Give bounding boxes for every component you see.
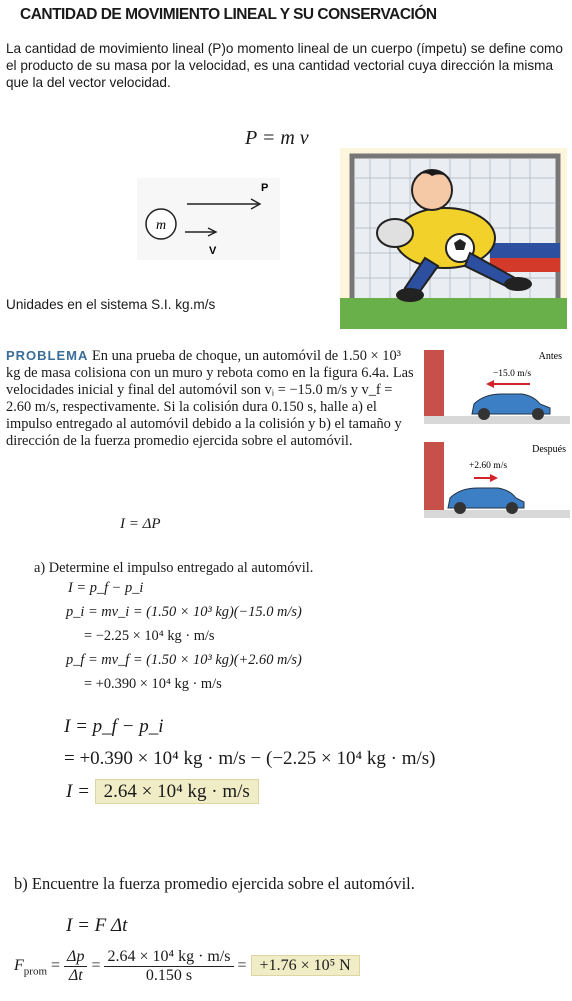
part-b-heading: b) Encuentre la fuerza promedio ejercida sobre el automóvil. bbox=[14, 874, 415, 893]
force-symbol: F bbox=[14, 957, 24, 975]
before-velocity: −15.0 m/s bbox=[492, 369, 532, 379]
problem-text: En una prueba de choque, un automóvil de 1.50 × 10³ kg de masa colisiona con un muro y rebota como en la figura 6.4a. Las velocidades inicial y final del automóvil son vᵢ = −15.0 m/s y v_f = 2.60 m/s, respectivamente. Si la colisión dura 0.150 s, halle a) el impulso entregado al automóvil debido a la colisión y b) el tamaño y dirección de la fuerza promedio ejercida sobre el automóvil. bbox=[6, 348, 414, 449]
problem-statement bbox=[6, 347, 414, 450]
wall-before bbox=[424, 350, 444, 422]
part-a-result: 2.64 × 10⁴ kg · m/s bbox=[95, 779, 259, 804]
part-a-heading: a) Determine el impulso entregado al automóvil. bbox=[34, 560, 314, 576]
crash-figure bbox=[422, 346, 570, 529]
part-a-line-1: I = p_f − p_i bbox=[68, 580, 144, 596]
crash-figure-svg bbox=[422, 346, 570, 529]
force-equation: $F_{prom}$ = $\frac{\Delta p}{\Delta t}$ = $\frac{\text{2.64 × 10⁴ kg · m/s}}{0.150 s}$ = +1.76 × 10⁵ N bbox=[14, 948, 360, 985]
problem-label: PROBLEMA bbox=[6, 348, 89, 363]
momentum-equation bbox=[245, 127, 309, 150]
momentum-equation-text: P = m v bbox=[245, 127, 309, 149]
part-a-line-4: p_f = mv_f = (1.50 × 10³ kg)(+2.60 m/s) bbox=[66, 652, 302, 668]
page-title: CANTIDAD DE MOVIMIENTO LINEAL Y SU CONSERVACIÓN bbox=[20, 6, 437, 23]
part-a-line-2: p_i = mv_i = (1.50 × 10³ kg)(−15.0 m/s) bbox=[66, 604, 302, 620]
goalkeeper-svg bbox=[340, 148, 567, 329]
part-a-line-5: = +0.390 × 10⁴ kg · m/s bbox=[84, 676, 222, 692]
before-label: Antes bbox=[538, 351, 562, 362]
fraction-values-den: 0.150 s bbox=[145, 967, 193, 984]
intro-paragraph: La cantidad de movimiento lineal (P)o momento lineal de un cuerpo (ímpetu) se define como el producto de su masa por la velocidad, es una cantidad vectorial cuya dirección la misma que la del vector velocidad. bbox=[6, 41, 563, 90]
wall-after bbox=[424, 442, 444, 514]
part-b-equation: I = F Δt bbox=[66, 915, 128, 936]
momentum-diagram-svg bbox=[137, 178, 280, 260]
impulse-equation: I = ΔP bbox=[120, 516, 161, 532]
part-a-big-line-1: I = p_f − p_i bbox=[64, 716, 164, 737]
part-a-line-3: = −2.25 × 10⁴ kg · m/s bbox=[84, 628, 215, 644]
velocity-label: V bbox=[209, 245, 217, 257]
force-subscript: prom bbox=[23, 965, 48, 978]
momentum-diagram bbox=[137, 178, 280, 260]
fraction-delta bbox=[64, 948, 87, 985]
mass-label: m bbox=[155, 218, 167, 233]
units-text: Unidades en el sistema S.I. kg.m/s bbox=[6, 297, 216, 312]
fraction-delta-den: Δt bbox=[68, 967, 83, 984]
part-a-result-prefix: I = bbox=[66, 781, 90, 802]
fraction-values bbox=[104, 948, 233, 985]
fraction-values-num: 2.64 × 10⁴ kg · m/s bbox=[104, 948, 233, 967]
part-a-big-line-2: = +0.390 × 10⁴ kg · m/s − (−2.25 × 10⁴ kg · m/s) bbox=[64, 748, 436, 769]
force-result: +1.76 × 10⁵ N bbox=[251, 955, 360, 976]
after-velocity: +2.60 m/s bbox=[468, 461, 508, 471]
after-label: Después bbox=[532, 444, 566, 455]
fraction-delta-num: Δp bbox=[64, 948, 87, 967]
momentum-label: P bbox=[261, 182, 269, 194]
goalkeeper-illustration bbox=[340, 148, 567, 329]
part-a-result-row bbox=[66, 781, 259, 803]
